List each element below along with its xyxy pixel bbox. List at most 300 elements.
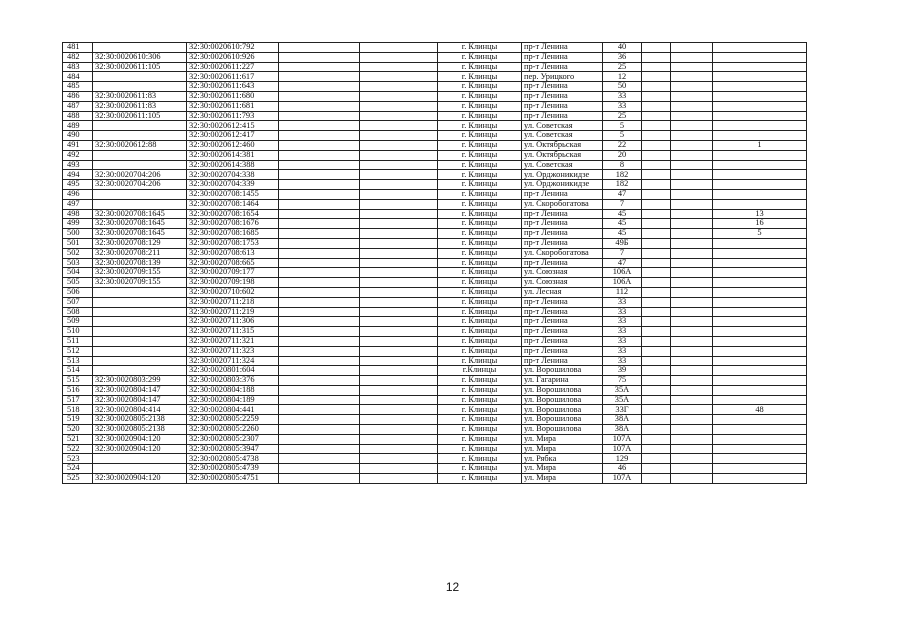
cell-empty bbox=[642, 43, 671, 53]
cell-empty bbox=[671, 111, 713, 121]
cell-cadastral-new: 32:30:0020805:2260 bbox=[187, 425, 279, 435]
cell-row-number: 490 bbox=[63, 131, 93, 141]
cell-empty bbox=[360, 52, 438, 62]
cell-empty bbox=[671, 278, 713, 288]
cell-row-number: 516 bbox=[63, 385, 93, 395]
cell-house: 33 bbox=[603, 101, 642, 111]
cell-empty bbox=[642, 287, 671, 297]
cell-cadastral-old bbox=[93, 121, 187, 131]
table-row bbox=[63, 464, 807, 474]
table-row bbox=[63, 121, 807, 131]
cell-cadastral-old bbox=[93, 160, 187, 170]
cell-cadastral-old bbox=[93, 317, 187, 327]
cell-house: 33 bbox=[603, 91, 642, 101]
cell-empty bbox=[671, 317, 713, 327]
cell-house: 39 bbox=[603, 366, 642, 376]
cell-cadastral-new: 32:30:0020805:2259 bbox=[187, 415, 279, 425]
cell-row-number: 524 bbox=[63, 464, 93, 474]
cell-empty bbox=[671, 170, 713, 180]
cell-city: г. Клинцы bbox=[438, 229, 522, 239]
cell-city: г. Клинцы bbox=[438, 160, 522, 170]
cell-row-number: 497 bbox=[63, 199, 93, 209]
cell-empty bbox=[279, 62, 360, 72]
table-row bbox=[63, 52, 807, 62]
cell-empty bbox=[279, 356, 360, 366]
cell-row-number: 485 bbox=[63, 82, 93, 92]
cell-cadastral-new: 32:30:0020804:441 bbox=[187, 405, 279, 415]
cell-cadastral-old: 32:30:0020611:83 bbox=[93, 91, 187, 101]
cell-cadastral-new: 32:30:0020711:323 bbox=[187, 346, 279, 356]
cell-cadastral-old: 32:30:0020804:147 bbox=[93, 385, 187, 395]
cell-cadastral-new: 32:30:0020611:643 bbox=[187, 82, 279, 92]
cell-row-number: 521 bbox=[63, 434, 93, 444]
cell-empty bbox=[642, 376, 671, 386]
cell-cadastral-old bbox=[93, 43, 187, 53]
cell-city: г. Клинцы bbox=[438, 91, 522, 101]
cell-apartment bbox=[713, 238, 807, 248]
cell-cadastral-new: 32:30:0020805:4738 bbox=[187, 454, 279, 464]
cell-apartment bbox=[713, 121, 807, 131]
cell-row-number: 520 bbox=[63, 425, 93, 435]
cell-row-number: 505 bbox=[63, 278, 93, 288]
cell-house: 36 bbox=[603, 52, 642, 62]
cell-city: г. Клинцы bbox=[438, 307, 522, 317]
cell-empty bbox=[279, 180, 360, 190]
cell-apartment bbox=[713, 287, 807, 297]
cell-empty bbox=[671, 376, 713, 386]
cell-empty bbox=[360, 356, 438, 366]
cell-street: ул. Советская bbox=[522, 160, 603, 170]
cell-city: г. Клинцы bbox=[438, 219, 522, 229]
table-body bbox=[63, 43, 807, 484]
cell-empty bbox=[642, 464, 671, 474]
cell-cadastral-old bbox=[93, 189, 187, 199]
cell-street: пр-т Ленина bbox=[522, 91, 603, 101]
cell-empty bbox=[642, 268, 671, 278]
cell-cadastral-old: 32:30:0020704:206 bbox=[93, 170, 187, 180]
cell-apartment bbox=[713, 415, 807, 425]
cell-cadastral-new: 32:30:0020708:1654 bbox=[187, 209, 279, 219]
cell-empty bbox=[360, 258, 438, 268]
table-row bbox=[63, 415, 807, 425]
cell-empty bbox=[671, 43, 713, 53]
cell-empty bbox=[642, 248, 671, 258]
cell-city: г. Клинцы bbox=[438, 385, 522, 395]
cell-cadastral-new: 32:30:0020611:793 bbox=[187, 111, 279, 121]
cell-empty bbox=[671, 356, 713, 366]
cell-city: г. Клинцы bbox=[438, 336, 522, 346]
cell-empty bbox=[671, 72, 713, 82]
cell-cadastral-old: 32:30:0020805:2138 bbox=[93, 425, 187, 435]
cell-cadastral-new: 32:30:0020614:388 bbox=[187, 160, 279, 170]
cell-street: ул. Мира bbox=[522, 434, 603, 444]
cell-city: г. Клинцы bbox=[438, 268, 522, 278]
cell-empty bbox=[360, 336, 438, 346]
cell-empty bbox=[279, 464, 360, 474]
cell-apartment bbox=[713, 160, 807, 170]
cell-house: 50 bbox=[603, 82, 642, 92]
cell-street: ул. Лесная bbox=[522, 287, 603, 297]
cell-city: г. Клинцы bbox=[438, 395, 522, 405]
cell-cadastral-old bbox=[93, 366, 187, 376]
cell-city: г. Клинцы bbox=[438, 297, 522, 307]
cell-apartment bbox=[713, 346, 807, 356]
cell-street: ул. Рябка bbox=[522, 454, 603, 464]
cell-city: г. Клинцы bbox=[438, 150, 522, 160]
cell-empty bbox=[671, 238, 713, 248]
cell-house: 45 bbox=[603, 229, 642, 239]
cell-apartment bbox=[713, 170, 807, 180]
cell-house: 25 bbox=[603, 62, 642, 72]
cell-row-number: 493 bbox=[63, 160, 93, 170]
cell-cadastral-new: 32:30:0020805:3947 bbox=[187, 444, 279, 454]
cell-empty bbox=[360, 307, 438, 317]
cell-empty bbox=[279, 307, 360, 317]
cell-city: г. Клинцы bbox=[438, 278, 522, 288]
cell-cadastral-old bbox=[93, 287, 187, 297]
cell-empty bbox=[279, 425, 360, 435]
cell-house: 107А bbox=[603, 474, 642, 484]
cell-cadastral-old bbox=[93, 199, 187, 209]
cell-empty bbox=[279, 160, 360, 170]
table-row bbox=[63, 346, 807, 356]
table-row bbox=[63, 209, 807, 219]
cell-house: 33 bbox=[603, 336, 642, 346]
cell-city: г. Клинцы bbox=[438, 425, 522, 435]
cell-cadastral-new: 32:30:0020611:680 bbox=[187, 91, 279, 101]
table-row bbox=[63, 268, 807, 278]
cell-empty bbox=[279, 366, 360, 376]
cell-apartment bbox=[713, 150, 807, 160]
cell-empty bbox=[642, 258, 671, 268]
cell-row-number: 501 bbox=[63, 238, 93, 248]
table-row bbox=[63, 336, 807, 346]
cell-city: г. Клинцы bbox=[438, 434, 522, 444]
cell-row-number: 487 bbox=[63, 101, 93, 111]
cell-cadastral-new: 32:30:0020704:339 bbox=[187, 180, 279, 190]
cell-apartment bbox=[713, 101, 807, 111]
cell-empty bbox=[671, 62, 713, 72]
table-row bbox=[63, 474, 807, 484]
cell-apartment bbox=[713, 395, 807, 405]
cell-apartment bbox=[713, 425, 807, 435]
cell-street: ул. Ворошилова bbox=[522, 405, 603, 415]
cell-cadastral-new: 32:30:0020711:219 bbox=[187, 307, 279, 317]
cell-city: г. Клинцы bbox=[438, 121, 522, 131]
cell-cadastral-new: 32:30:0020612:417 bbox=[187, 131, 279, 141]
table-row bbox=[63, 454, 807, 464]
cell-empty bbox=[279, 209, 360, 219]
cell-row-number: 500 bbox=[63, 229, 93, 239]
cell-empty bbox=[642, 405, 671, 415]
cell-street: ул. Ворошилова bbox=[522, 385, 603, 395]
cell-empty bbox=[642, 278, 671, 288]
cell-cadastral-old: 32:30:0020708:139 bbox=[93, 258, 187, 268]
cell-street: пр-т Ленина bbox=[522, 336, 603, 346]
cell-city: г. Клинцы bbox=[438, 258, 522, 268]
table-row bbox=[63, 258, 807, 268]
cell-empty bbox=[360, 434, 438, 444]
cell-cadastral-old: 32:30:0020704:206 bbox=[93, 180, 187, 190]
cell-cadastral-old: 32:30:0020904:120 bbox=[93, 474, 187, 484]
cell-cadastral-old: 32:30:0020804:414 bbox=[93, 405, 187, 415]
cell-empty bbox=[642, 209, 671, 219]
cell-cadastral-old: 32:30:0020805:2138 bbox=[93, 415, 187, 425]
cell-empty bbox=[279, 405, 360, 415]
cell-city: г. Клинцы bbox=[438, 317, 522, 327]
cell-cadastral-old: 32:30:0020904:120 bbox=[93, 434, 187, 444]
cell-apartment bbox=[713, 474, 807, 484]
cell-empty bbox=[279, 238, 360, 248]
cell-apartment bbox=[713, 43, 807, 53]
cell-apartment bbox=[713, 82, 807, 92]
cell-street: ул. Мира bbox=[522, 444, 603, 454]
cell-cadastral-old bbox=[93, 297, 187, 307]
cell-street: пр-т Ленина bbox=[522, 238, 603, 248]
cell-cadastral-old bbox=[93, 336, 187, 346]
cell-cadastral-old bbox=[93, 327, 187, 337]
cell-street: ул. Союзная bbox=[522, 278, 603, 288]
cell-empty bbox=[642, 297, 671, 307]
cell-empty bbox=[671, 180, 713, 190]
cell-city: г. Клинцы bbox=[438, 356, 522, 366]
cell-empty bbox=[279, 140, 360, 150]
cell-row-number: 513 bbox=[63, 356, 93, 366]
table-row bbox=[63, 219, 807, 229]
cell-city: г. Клинцы bbox=[438, 43, 522, 53]
cell-empty bbox=[360, 454, 438, 464]
cell-empty bbox=[360, 111, 438, 121]
cell-cadastral-new: 32:30:0020805:4751 bbox=[187, 474, 279, 484]
cell-apartment bbox=[713, 268, 807, 278]
cell-cadastral-new: 32:30:0020804:189 bbox=[187, 395, 279, 405]
cell-empty bbox=[671, 258, 713, 268]
cell-cadastral-new: 32:30:0020704:338 bbox=[187, 170, 279, 180]
cell-house: 5 bbox=[603, 121, 642, 131]
cell-apartment bbox=[713, 258, 807, 268]
cell-empty bbox=[671, 425, 713, 435]
cell-empty bbox=[279, 248, 360, 258]
cell-house: 75 bbox=[603, 376, 642, 386]
cell-empty bbox=[360, 385, 438, 395]
cell-empty bbox=[642, 229, 671, 239]
cell-empty bbox=[360, 317, 438, 327]
cell-empty bbox=[671, 268, 713, 278]
cell-row-number: 509 bbox=[63, 317, 93, 327]
cell-apartment bbox=[713, 52, 807, 62]
cell-street: ул. Скоробогатова bbox=[522, 248, 603, 258]
cell-empty bbox=[642, 415, 671, 425]
page-number: 12 bbox=[445, 580, 460, 594]
cell-empty bbox=[360, 62, 438, 72]
cell-house: 22 bbox=[603, 140, 642, 150]
cell-row-number: 496 bbox=[63, 189, 93, 199]
cell-empty bbox=[360, 131, 438, 141]
cell-row-number: 508 bbox=[63, 307, 93, 317]
cell-street: пр-т Ленина bbox=[522, 356, 603, 366]
cell-apartment bbox=[713, 356, 807, 366]
table-row bbox=[63, 434, 807, 444]
table-row bbox=[63, 82, 807, 92]
cell-apartment bbox=[713, 444, 807, 454]
cell-empty bbox=[671, 366, 713, 376]
cell-cadastral-old: 32:30:0020611:105 bbox=[93, 62, 187, 72]
cell-city: г. Клинцы bbox=[438, 111, 522, 121]
cell-row-number: 486 bbox=[63, 91, 93, 101]
cell-empty bbox=[671, 121, 713, 131]
cell-row-number: 499 bbox=[63, 219, 93, 229]
cell-cadastral-new: 32:30:0020805:4739 bbox=[187, 464, 279, 474]
cell-empty bbox=[279, 415, 360, 425]
cell-row-number: 502 bbox=[63, 248, 93, 258]
cell-house: 33 bbox=[603, 307, 642, 317]
cell-empty bbox=[279, 395, 360, 405]
cell-empty bbox=[279, 229, 360, 239]
cell-empty bbox=[360, 121, 438, 131]
cell-empty bbox=[671, 248, 713, 258]
table-row bbox=[63, 189, 807, 199]
table-row bbox=[63, 111, 807, 121]
cell-cadastral-new: 32:30:0020711:218 bbox=[187, 297, 279, 307]
cell-empty bbox=[360, 327, 438, 337]
cell-empty bbox=[279, 287, 360, 297]
cell-empty bbox=[279, 121, 360, 131]
table-row bbox=[63, 131, 807, 141]
cell-empty bbox=[642, 454, 671, 464]
cell-empty bbox=[279, 150, 360, 160]
cell-empty bbox=[671, 91, 713, 101]
cell-cadastral-new: 32:30:0020710:602 bbox=[187, 287, 279, 297]
cell-apartment bbox=[713, 131, 807, 141]
cell-apartment bbox=[713, 454, 807, 464]
cell-cadastral-old bbox=[93, 72, 187, 82]
cell-city: г. Клинцы bbox=[438, 474, 522, 484]
cell-empty bbox=[360, 209, 438, 219]
cell-house: 7 bbox=[603, 248, 642, 258]
cell-empty bbox=[360, 287, 438, 297]
cell-street: ул. Ворошилова bbox=[522, 415, 603, 425]
cell-empty bbox=[279, 297, 360, 307]
table-row bbox=[63, 101, 807, 111]
cell-street: ул. Мира bbox=[522, 464, 603, 474]
table-row bbox=[63, 43, 807, 53]
cell-city: г. Клинцы bbox=[438, 180, 522, 190]
cell-row-number: 488 bbox=[63, 111, 93, 121]
cell-cadastral-new: 32:30:0020612:415 bbox=[187, 121, 279, 131]
cell-cadastral-new: 32:30:0020804:188 bbox=[187, 385, 279, 395]
cell-empty bbox=[279, 317, 360, 327]
cell-house: 25 bbox=[603, 111, 642, 121]
cell-house: 5 bbox=[603, 131, 642, 141]
cell-house: 33 bbox=[603, 356, 642, 366]
table-row bbox=[63, 140, 807, 150]
cell-street: пр-т Ленина bbox=[522, 101, 603, 111]
cell-house: 106А bbox=[603, 278, 642, 288]
cell-empty bbox=[671, 209, 713, 219]
cell-empty bbox=[360, 150, 438, 160]
cell-house: 8 bbox=[603, 160, 642, 170]
cell-apartment bbox=[713, 307, 807, 317]
cell-street: ул. Ворошилова bbox=[522, 395, 603, 405]
cell-house: 20 bbox=[603, 150, 642, 160]
cell-street: пр-т Ленина bbox=[522, 229, 603, 239]
cell-empty bbox=[360, 82, 438, 92]
cell-empty bbox=[642, 170, 671, 180]
cell-empty bbox=[642, 366, 671, 376]
cell-city: г. Клинцы bbox=[438, 72, 522, 82]
cell-street: пр-т Ленина bbox=[522, 297, 603, 307]
cell-empty bbox=[642, 395, 671, 405]
cell-cadastral-old: 32:30:0020709:155 bbox=[93, 278, 187, 288]
registry-table bbox=[62, 42, 807, 484]
cell-row-number: 510 bbox=[63, 327, 93, 337]
cell-cadastral-old bbox=[93, 346, 187, 356]
cell-row-number: 498 bbox=[63, 209, 93, 219]
cell-city: г. Клинцы bbox=[438, 444, 522, 454]
cell-empty bbox=[360, 474, 438, 484]
cell-row-number: 506 bbox=[63, 287, 93, 297]
cell-empty bbox=[671, 474, 713, 484]
cell-empty bbox=[642, 307, 671, 317]
cell-empty bbox=[279, 82, 360, 92]
cell-empty bbox=[671, 346, 713, 356]
cell-house: 12 bbox=[603, 72, 642, 82]
cell-row-number: 514 bbox=[63, 366, 93, 376]
cell-house: 107А bbox=[603, 444, 642, 454]
cell-street: пр-т Ленина bbox=[522, 346, 603, 356]
cell-empty bbox=[671, 189, 713, 199]
table-row bbox=[63, 278, 807, 288]
cell-empty bbox=[360, 199, 438, 209]
cell-empty bbox=[642, 140, 671, 150]
cell-cadastral-new: 32:30:0020708:1753 bbox=[187, 238, 279, 248]
cell-row-number: 491 bbox=[63, 140, 93, 150]
cell-house: 107А bbox=[603, 434, 642, 444]
cell-cadastral-new: 32:30:0020708:1676 bbox=[187, 219, 279, 229]
cell-city: г. Клинцы bbox=[438, 170, 522, 180]
cell-empty bbox=[279, 268, 360, 278]
cell-house: 182 bbox=[603, 170, 642, 180]
cell-house: 35А bbox=[603, 385, 642, 395]
cell-empty bbox=[642, 336, 671, 346]
cell-row-number: 482 bbox=[63, 52, 93, 62]
cell-row-number: 515 bbox=[63, 376, 93, 386]
cell-cadastral-new: 32:30:0020614:381 bbox=[187, 150, 279, 160]
cell-cadastral-new: 32:30:0020612:460 bbox=[187, 140, 279, 150]
cell-empty bbox=[671, 395, 713, 405]
cell-empty bbox=[642, 219, 671, 229]
cell-empty bbox=[360, 278, 438, 288]
cell-empty bbox=[360, 268, 438, 278]
table-row bbox=[63, 395, 807, 405]
cell-empty bbox=[279, 454, 360, 464]
cell-row-number: 481 bbox=[63, 43, 93, 53]
cell-street: пр-т Ленина bbox=[522, 62, 603, 72]
cell-row-number: 522 bbox=[63, 444, 93, 454]
cell-cadastral-old bbox=[93, 82, 187, 92]
cell-empty bbox=[671, 415, 713, 425]
cell-street: пер. Урицкого bbox=[522, 72, 603, 82]
table-row bbox=[63, 356, 807, 366]
table-row bbox=[63, 317, 807, 327]
cell-row-number: 492 bbox=[63, 150, 93, 160]
cell-empty bbox=[642, 160, 671, 170]
cell-empty bbox=[279, 111, 360, 121]
cell-empty bbox=[360, 189, 438, 199]
table-row bbox=[63, 405, 807, 415]
cell-empty bbox=[671, 327, 713, 337]
cell-row-number: 489 bbox=[63, 121, 93, 131]
